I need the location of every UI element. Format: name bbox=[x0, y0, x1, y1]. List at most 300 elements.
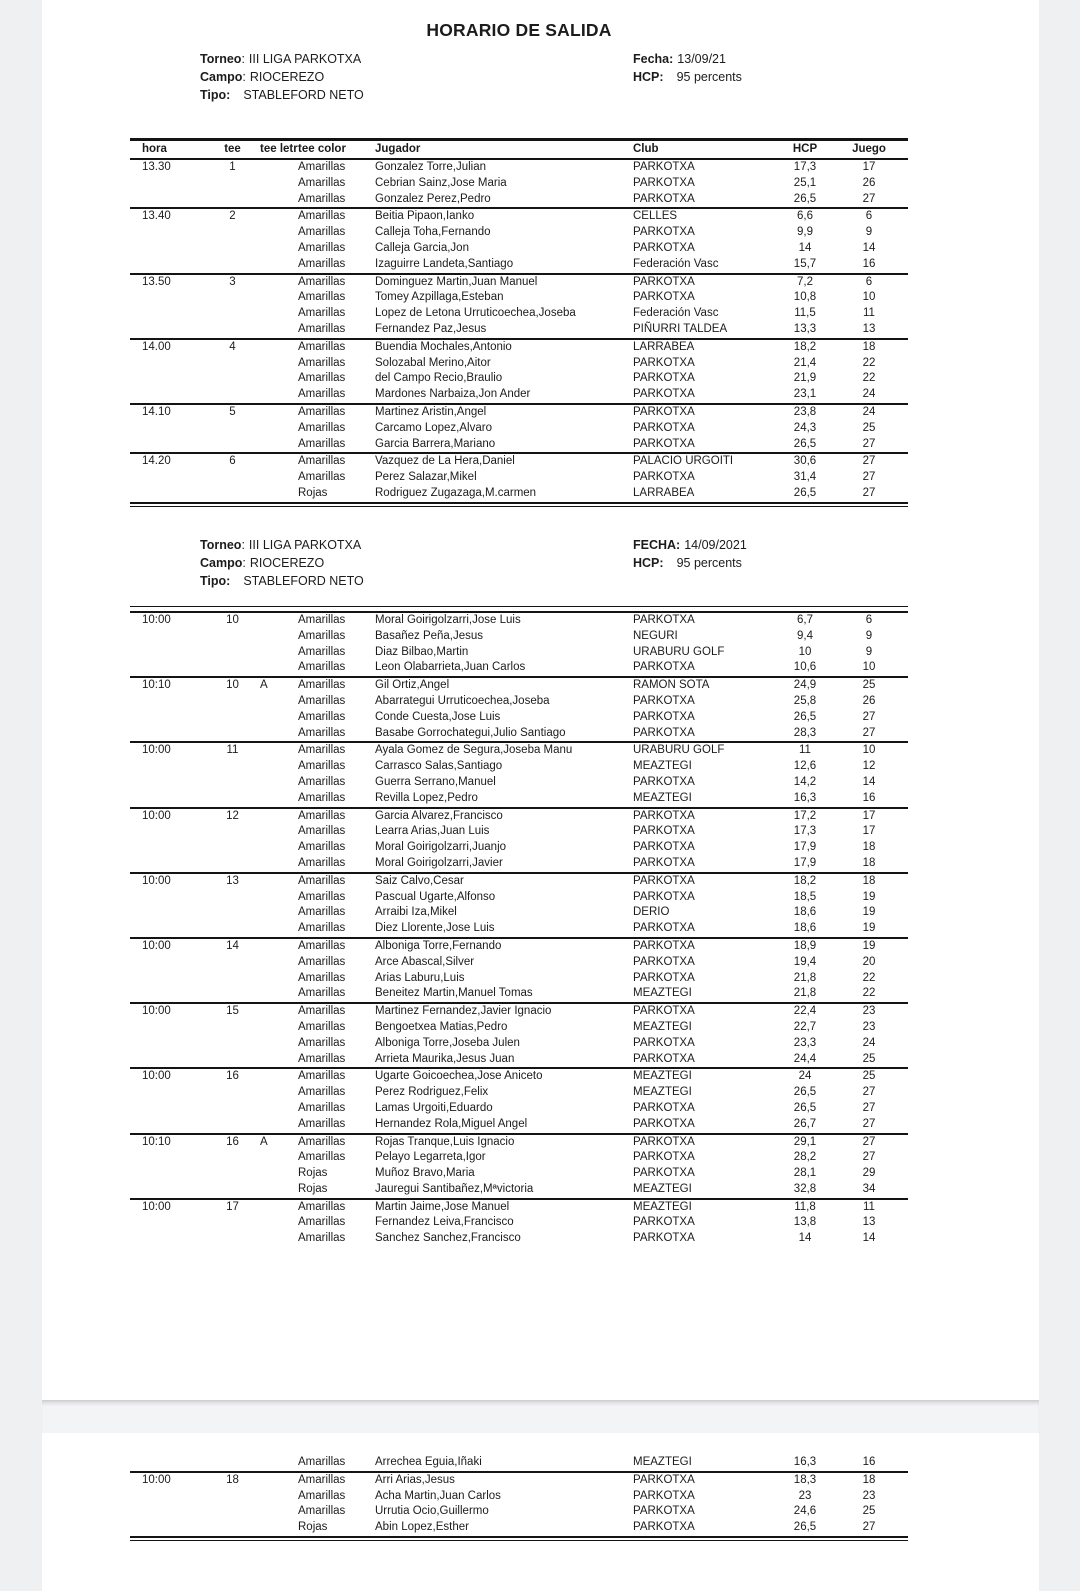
cell-hcp: 12,6 bbox=[793, 760, 817, 773]
cell-player-name: Arrechea Eguia,Iñaki bbox=[375, 1456, 482, 1468]
campo-line: Campo: RIOCEREZO bbox=[200, 70, 325, 84]
table-row bbox=[130, 437, 908, 453]
tee-time-group bbox=[130, 743, 908, 808]
cell-club: PARKOTXA bbox=[633, 405, 695, 418]
tee-time-group bbox=[130, 1069, 908, 1134]
cell-juego: 18 bbox=[862, 841, 876, 854]
cell-player-name: Pelayo Legarreta,Igor bbox=[375, 1151, 486, 1164]
table-row bbox=[130, 387, 908, 403]
cell-tee-color: Amarillas bbox=[298, 809, 346, 822]
cell-club: PARKOTXA bbox=[633, 939, 695, 952]
table-row bbox=[130, 1036, 908, 1052]
table-row bbox=[130, 726, 908, 742]
tipo-value: STABLEFORD NETO bbox=[243, 88, 364, 102]
cell-tee-color: Amarillas bbox=[298, 1489, 346, 1502]
cell-club: PARKOTXA bbox=[633, 291, 695, 304]
cell-player-name: Moral Goirigolzarri,Jose Luis bbox=[375, 614, 521, 626]
cell-juego: 9 bbox=[865, 629, 873, 642]
cell-juego: 6 bbox=[865, 210, 873, 223]
cell-juego: 27 bbox=[862, 1151, 876, 1164]
cell-tee-color: Amarillas bbox=[298, 971, 346, 984]
cell-player-name: Pascual Ugarte,Alfonso bbox=[375, 890, 496, 903]
cell-hcp: 24,3 bbox=[793, 421, 817, 434]
cell-tee-color: Amarillas bbox=[298, 340, 346, 353]
cell-club: PALACIO URGOITI bbox=[633, 455, 734, 468]
cell-tee-color: Amarillas bbox=[298, 275, 346, 288]
cell-player-name: Beneitez Martin,Manuel Tomas bbox=[375, 987, 533, 1000]
cell-player-name: del Campo Recio,Braulio bbox=[375, 372, 503, 385]
cell-juego: 27 bbox=[862, 455, 876, 468]
table-row bbox=[130, 759, 908, 775]
table-row bbox=[130, 890, 908, 906]
cell-club: PARKOTXA bbox=[633, 775, 695, 788]
table-row bbox=[130, 1231, 908, 1247]
cell-hora: 10:00 bbox=[142, 1473, 171, 1486]
cell-player-name: Arraibi Iza,Mikel bbox=[375, 906, 457, 919]
cell-player-name: Guerra Serrano,Manuel bbox=[375, 775, 496, 788]
cell-juego: 25 bbox=[862, 1505, 876, 1518]
table-row bbox=[130, 710, 908, 726]
cell-club: PARKOTXA bbox=[633, 856, 695, 869]
cell-juego: 26 bbox=[862, 694, 876, 707]
cell-tee-color: Amarillas bbox=[298, 1473, 346, 1486]
tee-time-group bbox=[130, 1004, 908, 1069]
cell-hcp: 21,8 bbox=[793, 971, 817, 984]
header-hora: hora bbox=[142, 143, 167, 155]
cell-juego: 19 bbox=[862, 890, 876, 903]
cell-player-name: Arce Abascal,Silver bbox=[375, 955, 475, 968]
cell-hora: 10:00 bbox=[142, 1070, 171, 1083]
cell-juego: 13 bbox=[862, 1216, 876, 1229]
start-times-table-day1 bbox=[130, 138, 908, 511]
cell-tee: 12 bbox=[226, 809, 239, 822]
cell-player-name: Saiz Calvo,Cesar bbox=[375, 874, 464, 887]
cell-player-name: Moral Goirigolzarri,Juanjo bbox=[375, 841, 507, 854]
cell-hora: 10:00 bbox=[142, 874, 171, 887]
table-row bbox=[130, 1200, 908, 1216]
cell-tee-color: Rojas bbox=[298, 1182, 328, 1195]
cell-tee: 13 bbox=[226, 874, 239, 887]
cell-juego: 16 bbox=[862, 791, 876, 804]
hcp-label: HCP: bbox=[633, 70, 664, 84]
cell-tee-color: Amarillas bbox=[298, 987, 346, 1000]
cell-club: MEAZTEGI bbox=[633, 1070, 692, 1083]
cell-hcp: 21,8 bbox=[793, 987, 817, 1000]
table-row bbox=[130, 1182, 908, 1198]
cell-player-name: Gil Ortiz,Angel bbox=[375, 679, 450, 692]
cell-hcp: 17,9 bbox=[793, 856, 817, 869]
cell-player-name: Carcamo Lopez,Alvaro bbox=[375, 421, 492, 434]
cell-player-name: Arrieta Maurika,Jesus Juan bbox=[375, 1052, 515, 1065]
cell-hcp: 14,2 bbox=[793, 775, 817, 788]
cell-club: PARKOTXA bbox=[633, 1216, 695, 1229]
table-row bbox=[130, 775, 908, 791]
cell-tee: 3 bbox=[229, 275, 236, 288]
cell-tee-color: Amarillas bbox=[298, 1216, 346, 1229]
cell-club: MEAZTEGI bbox=[633, 1020, 692, 1033]
cell-hcp: 26,5 bbox=[793, 710, 817, 723]
cell-hcp: 26,5 bbox=[793, 1101, 817, 1114]
cell-club: URABURU GOLF bbox=[633, 744, 725, 757]
campo-value: RIOCEREZO bbox=[249, 556, 325, 570]
cell-club: PARKOTXA bbox=[633, 1052, 695, 1065]
cell-juego: 23 bbox=[862, 1020, 876, 1033]
cell-juego: 14 bbox=[862, 775, 876, 788]
tipo-label: Tipo: bbox=[200, 574, 231, 588]
tournament-info-right-day2 bbox=[633, 536, 747, 572]
cell-player-name: Bengoetxea Matias,Pedro bbox=[375, 1020, 508, 1033]
cell-hcp: 18,5 bbox=[793, 890, 817, 903]
cell-hcp: 26,7 bbox=[793, 1117, 817, 1130]
cell-player-name: Hernandez Rola,Miguel Angel bbox=[375, 1117, 528, 1130]
header-letter: tee letr bbox=[260, 143, 298, 155]
fecha-value: 14/09/2021 bbox=[684, 538, 747, 552]
cell-club: LARRABEA bbox=[633, 340, 695, 353]
cell-tee-color: Rojas bbox=[298, 1167, 328, 1180]
cell-juego: 27 bbox=[862, 1521, 876, 1534]
fecha-label: FECHA: bbox=[633, 538, 681, 552]
cell-tee-color: Amarillas bbox=[298, 226, 346, 239]
document-page-2 bbox=[42, 1433, 1039, 1591]
tee-time-group bbox=[130, 1473, 908, 1538]
table-row bbox=[130, 225, 908, 241]
cell-player-name: Abarrategui Urruticoechea,Joseba bbox=[375, 694, 550, 707]
torneo-value: III LIGA PARKOTXA bbox=[248, 538, 362, 552]
tee-time-group bbox=[130, 340, 908, 405]
cell-hcp: 24,4 bbox=[793, 1052, 817, 1065]
table-row bbox=[130, 1489, 908, 1505]
torneo-value: III LIGA PARKOTXA bbox=[248, 52, 362, 66]
table-row bbox=[130, 275, 908, 291]
tipo-value: STABLEFORD NETO bbox=[243, 574, 364, 588]
cell-club: CELLES bbox=[633, 210, 678, 223]
tee-time-group bbox=[130, 1200, 908, 1247]
header-club: Club bbox=[633, 143, 659, 155]
cell-player-name: Diez Llorente,Jose Luis bbox=[375, 922, 495, 935]
cell-player-name: Alboniga Torre,Joseba Julen bbox=[375, 1036, 520, 1049]
cell-hcp: 17,2 bbox=[793, 809, 817, 822]
tee-time-group bbox=[130, 1455, 908, 1473]
cell-juego: 16 bbox=[862, 1456, 876, 1468]
cell-player-name: Gonzalez Torre,Julian bbox=[375, 161, 487, 173]
cell-tee-color: Amarillas bbox=[298, 388, 346, 401]
cell-juego: 18 bbox=[862, 874, 876, 887]
cell-juego: 27 bbox=[862, 192, 876, 205]
tournament-info-left bbox=[200, 50, 364, 104]
cell-tee-color: Amarillas bbox=[298, 210, 346, 223]
cell-juego: 6 bbox=[865, 614, 873, 626]
cell-player-name: Perez Salazar,Mikel bbox=[375, 471, 477, 484]
cell-club: PARKOTXA bbox=[633, 192, 695, 205]
cell-hcp: 28,3 bbox=[793, 726, 817, 739]
hcp-label: HCP: bbox=[633, 556, 664, 570]
cell-juego: 11 bbox=[863, 1200, 875, 1213]
torneo-line: Torneo: III LIGA PARKOTXA bbox=[200, 52, 362, 66]
campo-line: Campo: RIOCEREZO bbox=[200, 556, 325, 570]
cell-club: PIÑURRI TALDEA bbox=[633, 322, 728, 335]
cell-tee-color: Amarillas bbox=[298, 322, 346, 335]
campo-value: RIOCEREZO bbox=[249, 70, 325, 84]
cell-tee-color: Amarillas bbox=[298, 1232, 346, 1245]
table-row bbox=[130, 257, 908, 273]
cell-hcp: 18,6 bbox=[793, 922, 817, 935]
cell-hcp: 10,6 bbox=[793, 661, 817, 674]
cell-hcp: 26,5 bbox=[793, 437, 817, 450]
table-row bbox=[130, 824, 908, 840]
table-row bbox=[130, 874, 908, 890]
cell-juego: 24 bbox=[862, 1036, 876, 1049]
cell-juego: 27 bbox=[862, 726, 876, 739]
cell-player-name: Diaz Bilbao,Martin bbox=[375, 645, 469, 658]
cell-tee-color: Amarillas bbox=[298, 922, 346, 935]
cell-juego: 22 bbox=[862, 987, 876, 1000]
table-row bbox=[130, 743, 908, 759]
cell-player-name: Martin Jaime,Jose Manuel bbox=[375, 1200, 510, 1213]
cell-player-name: Basañez Peña,Jesus bbox=[375, 629, 484, 642]
cell-hcp: 29,1 bbox=[793, 1135, 817, 1148]
start-times-table-day2 bbox=[130, 606, 908, 1247]
table-row bbox=[130, 856, 908, 872]
page-title: HORARIO DE SALIDA bbox=[426, 20, 612, 40]
cell-juego: 18 bbox=[862, 1473, 876, 1486]
cell-player-name: Calleja Toha,Fernando bbox=[375, 226, 491, 239]
table-row bbox=[130, 694, 908, 710]
table-row bbox=[130, 405, 908, 421]
cell-club: PARKOTXA bbox=[633, 1232, 695, 1245]
cell-hcp: 19,4 bbox=[793, 955, 817, 968]
table-row bbox=[130, 1215, 908, 1231]
cell-club: PARKOTXA bbox=[633, 1473, 695, 1486]
cell-player-name: Jauregui Santibañez,Mªvictoria bbox=[375, 1182, 534, 1195]
cell-player-name: Sanchez Sanchez,Francisco bbox=[375, 1232, 521, 1245]
cell-tee: 16 bbox=[226, 1070, 239, 1083]
cell-tee-color: Amarillas bbox=[298, 372, 346, 385]
table-row bbox=[130, 921, 908, 937]
cell-juego: 23 bbox=[862, 1489, 876, 1502]
cell-club: PARKOTXA bbox=[633, 421, 695, 434]
cell-club: MEAZTEGI bbox=[633, 987, 692, 1000]
tee-time-group bbox=[130, 160, 908, 209]
cell-juego: 19 bbox=[862, 906, 876, 919]
cell-hcp: 10,8 bbox=[793, 291, 817, 304]
table-row bbox=[130, 1085, 908, 1101]
cell-club: MEAZTEGI bbox=[633, 1086, 692, 1099]
cell-player-name: Perez Rodriguez,Felix bbox=[375, 1086, 489, 1099]
table-row bbox=[130, 209, 908, 225]
cell-juego: 17 bbox=[862, 161, 876, 173]
cell-tee-color: Amarillas bbox=[298, 1117, 346, 1130]
cell-player-name: Solozabal Merino,Aitor bbox=[375, 356, 491, 369]
cell-tee-color: Rojas bbox=[298, 1521, 328, 1534]
tipo-line bbox=[200, 572, 364, 590]
tee-time-group bbox=[130, 405, 908, 454]
cell-club: PARKOTXA bbox=[633, 710, 695, 723]
cell-player-name: Revilla Lopez,Pedro bbox=[375, 791, 478, 804]
cell-hcp: 25,8 bbox=[793, 694, 817, 707]
cell-club: PARKOTXA bbox=[633, 971, 695, 984]
cell-club: PARKOTXA bbox=[633, 1036, 695, 1049]
cell-player-name: Ayala Gomez de Segura,Joseba Manu bbox=[375, 744, 573, 757]
cell-tee-color: Amarillas bbox=[298, 1456, 346, 1468]
cell-hcp: 17,3 bbox=[793, 161, 817, 173]
cell-juego: 14 bbox=[862, 241, 876, 254]
cell-tee-color: Amarillas bbox=[298, 437, 346, 450]
table-row bbox=[130, 955, 908, 971]
cell-hcp: 15,7 bbox=[793, 257, 817, 270]
cell-club: PARKOTXA bbox=[633, 661, 695, 674]
cell-tee: 4 bbox=[229, 340, 236, 353]
cell-tee-color: Amarillas bbox=[298, 1070, 346, 1083]
cell-hora: 10:10 bbox=[142, 1135, 171, 1148]
cell-juego: 18 bbox=[862, 856, 876, 869]
cell-club: PARKOTXA bbox=[633, 1135, 695, 1148]
torneo-label: Torneo bbox=[200, 538, 242, 552]
cell-club: MEAZTEGI bbox=[633, 1182, 692, 1195]
table-row bbox=[130, 356, 908, 372]
table-row bbox=[130, 1052, 908, 1068]
cell-hora: 10:00 bbox=[142, 1200, 171, 1213]
cell-tee-color: Amarillas bbox=[298, 614, 346, 626]
cell-tee-color: Amarillas bbox=[298, 775, 346, 788]
cell-player-name: Beitia Pipaon,Ianko bbox=[375, 210, 475, 223]
tipo-label: Tipo: bbox=[200, 88, 231, 102]
table-row bbox=[130, 678, 908, 694]
campo-label: Campo bbox=[200, 70, 243, 84]
table-row bbox=[130, 241, 908, 257]
cell-hcp: 17,9 bbox=[793, 841, 817, 854]
cell-juego: 11 bbox=[863, 307, 875, 320]
tournament-info-left-day2 bbox=[200, 536, 364, 590]
cell-tee-color: Amarillas bbox=[298, 176, 346, 189]
cell-tee-letter: A bbox=[260, 679, 268, 692]
cell-tee-color: Amarillas bbox=[298, 405, 346, 418]
cell-player-name: Alboniga Torre,Fernando bbox=[375, 939, 502, 952]
cell-tee-color: Amarillas bbox=[298, 356, 346, 369]
cell-club: PARKOTXA bbox=[633, 161, 695, 173]
cell-juego: 19 bbox=[862, 922, 876, 935]
cell-juego: 10 bbox=[862, 291, 876, 304]
tee-time-group bbox=[130, 874, 908, 939]
cell-hora: 14.10 bbox=[142, 405, 171, 418]
cell-player-name: Calleja Garcia,Jon bbox=[375, 241, 469, 254]
cell-player-name: Buendia Mochales,Antonio bbox=[375, 340, 512, 353]
table-row bbox=[130, 905, 908, 921]
header-color: tee color bbox=[298, 143, 346, 155]
cell-club: PARKOTXA bbox=[633, 176, 695, 189]
table-row bbox=[130, 176, 908, 192]
hcp-value: 95 percents bbox=[676, 70, 742, 84]
cell-hcp: 18,2 bbox=[793, 874, 817, 887]
cell-player-name: Garcia Barrera,Mariano bbox=[375, 437, 496, 450]
cell-player-name: Arri Arias,Jesus bbox=[375, 1473, 455, 1486]
cell-club: PARKOTXA bbox=[633, 1489, 695, 1502]
cell-tee: 6 bbox=[229, 455, 236, 468]
table-row bbox=[130, 371, 908, 387]
cell-tee-color: Amarillas bbox=[298, 1036, 346, 1049]
cell-tee-color: Amarillas bbox=[298, 825, 346, 838]
table-row bbox=[130, 1166, 908, 1182]
cell-tee-color: Amarillas bbox=[298, 1101, 346, 1114]
cell-hcp: 9,4 bbox=[797, 629, 813, 642]
cell-hcp: 24 bbox=[798, 1070, 812, 1083]
cell-juego: 26 bbox=[862, 176, 876, 189]
cell-hcp: 6,7 bbox=[797, 614, 813, 626]
cell-club: PARKOTXA bbox=[633, 841, 695, 854]
table-row bbox=[130, 322, 908, 338]
start-times-table-day2-continued bbox=[130, 1455, 908, 1545]
cell-player-name: Leon Olabarrieta,Juan Carlos bbox=[375, 661, 526, 674]
campo-label: Campo bbox=[200, 556, 243, 570]
cell-juego: 27 bbox=[862, 710, 876, 723]
cell-player-name: Muñoz Bravo,Maria bbox=[375, 1167, 475, 1180]
torneo-label: Torneo bbox=[200, 52, 242, 66]
cell-club: PARKOTXA bbox=[633, 275, 695, 288]
cell-hcp: 22,7 bbox=[793, 1020, 817, 1033]
cell-hcp: 26,5 bbox=[793, 192, 817, 205]
cell-tee: 14 bbox=[226, 939, 239, 952]
hcp-value: 95 percents bbox=[676, 556, 742, 570]
cell-player-name: Acha Martin,Juan Carlos bbox=[375, 1489, 501, 1502]
cell-player-name: Izaguirre Landeta,Santiago bbox=[375, 257, 514, 270]
cell-tee-color: Amarillas bbox=[298, 1200, 346, 1213]
cell-tee: 15 bbox=[226, 1005, 239, 1018]
header-hcp: HCP bbox=[792, 143, 818, 155]
cell-hora: 13.30 bbox=[142, 161, 171, 173]
cell-club: LARRABEA bbox=[633, 486, 695, 499]
cell-hcp: 30,6 bbox=[793, 455, 817, 468]
cell-player-name: Urrutia Ocio,Guillermo bbox=[375, 1505, 489, 1518]
table-row bbox=[130, 986, 908, 1002]
cell-juego: 9 bbox=[865, 226, 873, 239]
cell-tee-letter: A bbox=[260, 1135, 268, 1148]
cell-hcp: 18,6 bbox=[793, 906, 817, 919]
cell-tee-color: Amarillas bbox=[298, 1151, 346, 1164]
cell-tee-color: Amarillas bbox=[298, 307, 346, 320]
cell-juego: 9 bbox=[865, 645, 873, 658]
cell-player-name: Rojas Tranque,Luis Ignacio bbox=[375, 1135, 515, 1148]
tournament-info-right bbox=[633, 50, 742, 86]
cell-tee-color: Amarillas bbox=[298, 906, 346, 919]
cell-tee-color: Amarillas bbox=[298, 939, 346, 952]
cell-club: PARKOTXA bbox=[633, 1167, 695, 1180]
cell-hora: 10:00 bbox=[142, 1005, 171, 1018]
cell-player-name: Vazquez de La Hera,Daniel bbox=[375, 455, 515, 468]
cell-juego: 24 bbox=[862, 405, 876, 418]
cell-hcp: 11 bbox=[799, 744, 811, 757]
cell-juego: 27 bbox=[862, 1086, 876, 1099]
cell-hcp: 16,3 bbox=[793, 791, 817, 804]
table-row bbox=[130, 840, 908, 856]
cell-club: DERIO bbox=[633, 906, 670, 919]
cell-hcp: 17,3 bbox=[793, 825, 817, 838]
table-row bbox=[130, 613, 908, 629]
table-row bbox=[130, 809, 908, 825]
cell-club: MEAZTEGI bbox=[633, 1200, 692, 1213]
cell-tee-color: Amarillas bbox=[298, 161, 346, 173]
cell-tee-color: Amarillas bbox=[298, 192, 346, 205]
cell-tee-color: Rojas bbox=[298, 486, 328, 499]
torneo-line: Torneo: III LIGA PARKOTXA bbox=[200, 538, 362, 552]
fecha-value: 13/09/21 bbox=[677, 52, 726, 66]
table-row bbox=[130, 340, 908, 356]
cell-player-name: Conde Cuesta,Jose Luis bbox=[375, 710, 501, 723]
cell-player-name: Arias Laburu,Luis bbox=[375, 971, 465, 984]
cell-club: PARKOTXA bbox=[633, 372, 695, 385]
cell-hora: 10:00 bbox=[142, 744, 171, 757]
cell-hcp: 23,1 bbox=[793, 388, 817, 401]
table-row bbox=[130, 629, 908, 645]
table-header-row bbox=[130, 138, 908, 160]
